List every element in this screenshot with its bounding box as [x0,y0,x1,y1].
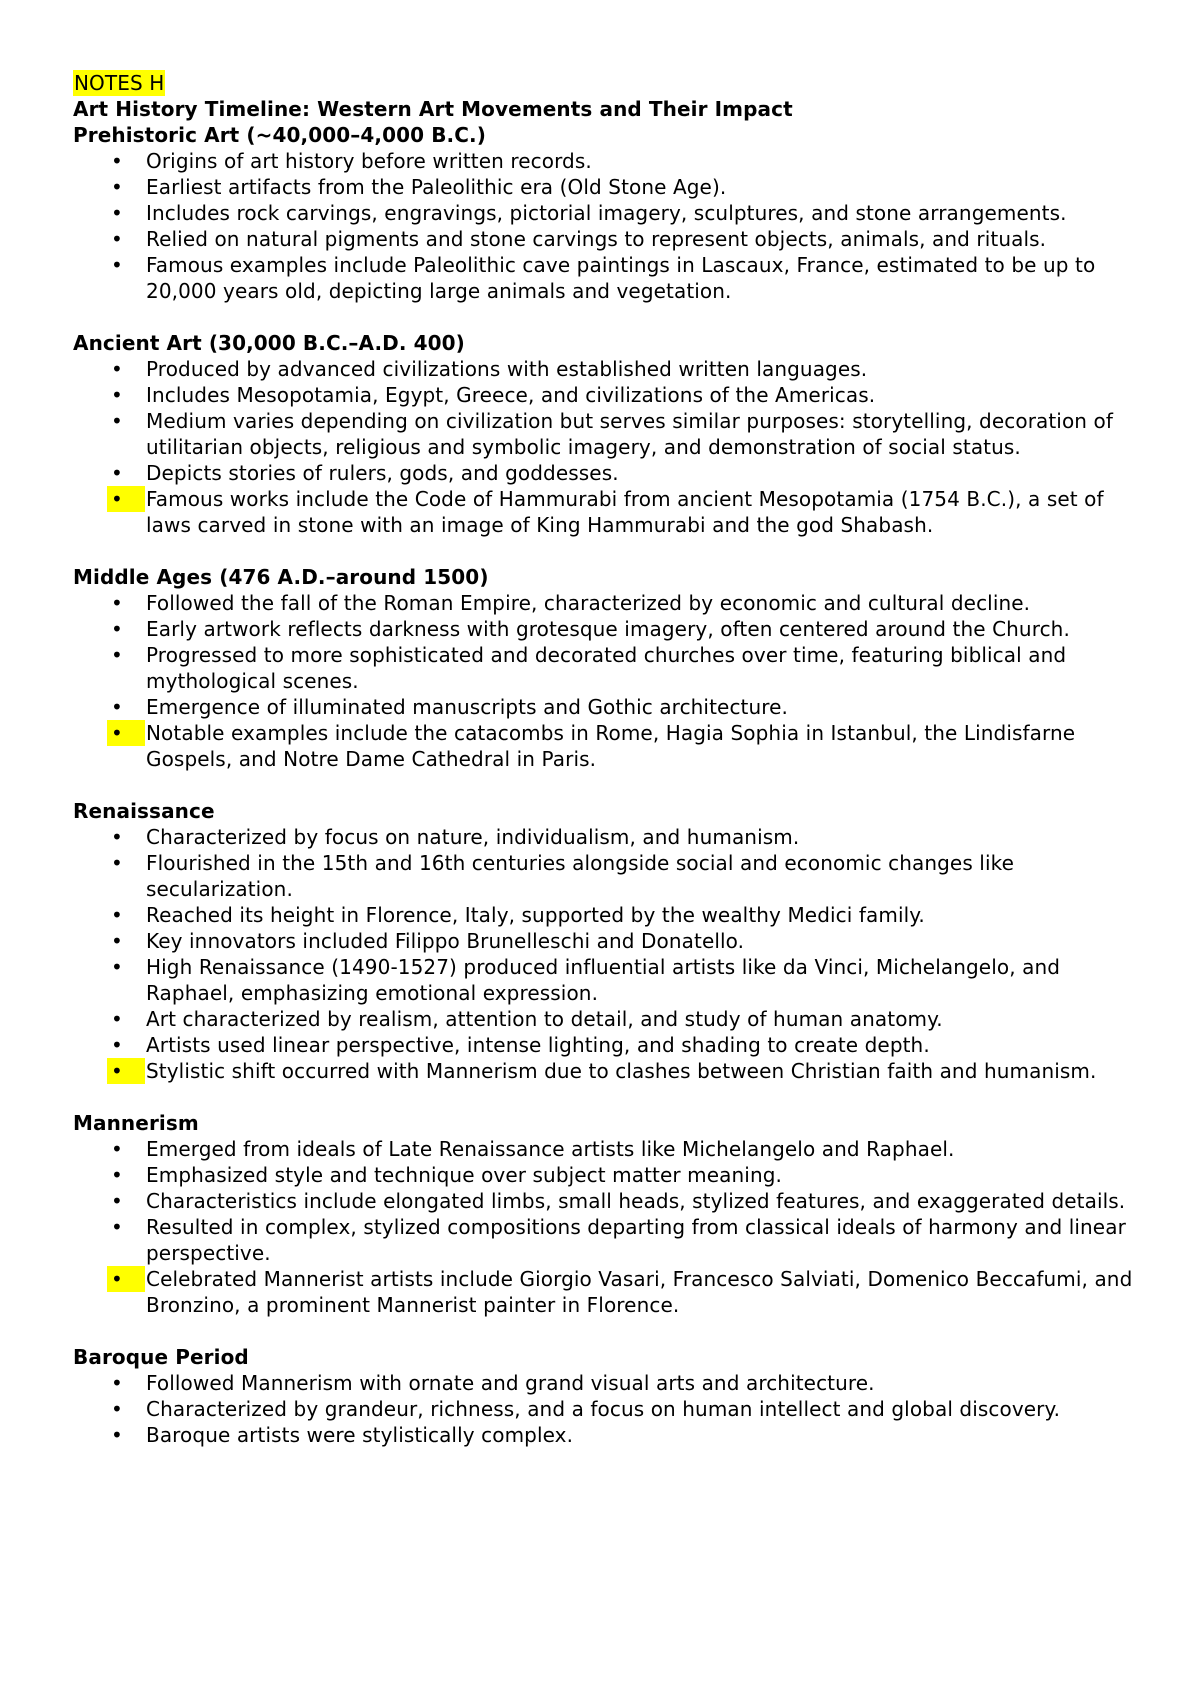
list-item-text: Emphasized style and technique over subject matter meaning. [146,1163,782,1187]
highlighted-bullet-icon [107,486,145,512]
list-item [73,1136,1140,1162]
section [73,798,1140,1084]
section-title: Baroque Period [73,1345,249,1369]
list-item [73,200,1140,226]
section [73,1110,1140,1318]
list-item-text: Baroque artists were stylistically complex. [146,1423,574,1447]
list-item [73,1188,1140,1214]
list-item-text: Flourished in the 15th and 16th centuries alongside social and economic changes like secularization. [146,851,1014,901]
bullet-icon [107,1162,145,1188]
list-item-text: High Renaissance (1490-1527) produced influential artists like da Vinci, Michelangelo, and Raphael, emphasizing emotional expression. [146,955,1061,1005]
bullet-icon [107,148,145,174]
bullet-icon [107,460,145,486]
bullet-icon [107,1188,145,1214]
list-item [73,1214,1140,1266]
list-item [73,1370,1140,1396]
list-item-text: Characterized by focus on nature, individualism, and humanism. [146,825,800,849]
list-item [73,148,1140,174]
list-item-text: Artists used linear perspective, intense lighting, and shading to create depth. [146,1033,930,1057]
section [73,122,1140,304]
bullet-list [73,356,1140,538]
section-title: Prehistoric Art (~40,000–4,000 B.C.) [73,123,486,147]
list-item-text: Resulted in complex, stylized compositions departing from classical ideals of harmony and linear perspective. [146,1215,1126,1265]
list-item [73,1266,1140,1318]
list-item [73,590,1140,616]
highlighted-bullet-icon [107,720,145,746]
list-item-text: Key innovators included Filippo Brunelleschi and Donatello. [146,929,745,953]
bullet-icon [107,1136,145,1162]
bullet-icon [107,642,145,668]
list-item-text: Depicts stories of rulers, gods, and goddesses. [146,461,619,485]
list-item [73,486,1140,538]
list-item [73,1006,1140,1032]
section-title: Mannerism [73,1111,199,1135]
bullet-icon [107,954,145,980]
section [73,564,1140,772]
list-item [73,902,1140,928]
bullet-icon [107,382,145,408]
section [73,1344,1140,1448]
bullet-list [73,1136,1140,1318]
list-item [73,226,1140,252]
list-item [73,720,1140,772]
bullet-list [73,590,1140,772]
list-item-text: Relied on natural pigments and stone carvings to represent objects, animals, and rituals. [146,227,1047,251]
bullet-icon [107,1006,145,1032]
list-item-text: Famous examples include Paleolithic cave paintings in Lascaux, France, estimated to be up to 20,000 years old, depicting large animals and vegetation. [146,253,1096,303]
bullet-list [73,824,1140,1084]
bullet-icon [107,1032,145,1058]
list-item [73,824,1140,850]
list-item-text: Art characterized by realism, attention to detail, and study of human anatomy. [146,1007,943,1031]
list-item-text: Progressed to more sophisticated and decorated churches over time, featuring biblical and mythological scenes. [146,643,1067,693]
list-item [73,382,1140,408]
list-item-text: Celebrated Mannerist artists include Giorgio Vasari, Francesco Salviati, Domenico Beccafumi, and Bronzino, a prominent Mannerist painter in Florence. [146,1267,1133,1317]
list-item-text: Includes rock carvings, engravings, pictorial imagery, sculptures, and stone arrangements. [146,201,1067,225]
bullet-icon [107,1396,145,1422]
bullet-icon [107,174,145,200]
list-item [73,460,1140,486]
list-item-text: Reached its height in Florence, Italy, supported by the wealthy Medici family. [146,903,925,927]
bullet-icon [107,200,145,226]
bullet-icon [107,928,145,954]
list-item [73,1032,1140,1058]
section-title: Renaissance [73,799,215,823]
list-item [73,954,1140,1006]
list-item [73,408,1140,460]
list-item [73,1162,1140,1188]
bullet-icon [107,226,145,252]
list-item [73,1058,1140,1084]
list-item-text: Earliest artifacts from the Paleolithic era (Old Stone Age). [146,175,727,199]
sections-container [73,122,1140,1448]
list-item-text: Famous works include the Code of Hammurabi from ancient Mesopotamia (1754 B.C.), a set of laws carved in stone with an image of King Hammurabi and the god Shabash. [146,487,1104,537]
bullet-icon [107,616,145,642]
list-item-text: Origins of art history before written records. [146,149,592,173]
list-item [73,694,1140,720]
notes-tag: NOTES H [74,71,165,95]
list-item [73,252,1140,304]
bullet-icon [107,1370,145,1396]
bullet-icon [107,356,145,382]
list-item [73,174,1140,200]
list-item-text: Followed Mannerism with ornate and grand visual arts and architecture. [146,1371,875,1395]
list-item [73,850,1140,902]
bullet-icon [107,694,145,720]
list-item [73,928,1140,954]
bullet-icon [107,1214,145,1240]
list-item-text: Followed the fall of the Roman Empire, characterized by economic and cultural decline. [146,591,1031,615]
list-item-text: Produced by advanced civilizations with established written languages. [146,357,868,381]
list-item [73,1396,1140,1422]
list-item-text: Notable examples include the catacombs in Rome, Hagia Sophia in Istanbul, the Lindisfarne Gospels, and Notre Dame Cathedral in Paris. [146,721,1076,771]
list-item [73,1422,1140,1448]
bullet-icon [107,824,145,850]
bullet-icon [107,850,145,876]
list-item-text: Stylistic shift occurred with Mannerism due to clashes between Christian faith and humanism. [146,1059,1097,1083]
list-item-text: Emergence of illuminated manuscripts and Gothic architecture. [146,695,788,719]
bullet-icon [107,408,145,434]
bullet-list [73,1370,1140,1448]
list-item-text: Characteristics include elongated limbs, small heads, stylized features, and exaggerated details. [146,1189,1126,1213]
highlighted-bullet-icon [107,1266,145,1292]
list-item [73,616,1140,642]
bullet-icon [107,1422,145,1448]
document-title: Art History Timeline: Western Art Movements and Their Impact [73,97,793,121]
list-item-text: Characterized by grandeur, richness, and a focus on human intellect and global discovery. [146,1397,1061,1421]
bullet-icon [107,902,145,928]
list-item-text: Emerged from ideals of Late Renaissance artists like Michelangelo and Raphael. [146,1137,955,1161]
list-item [73,356,1140,382]
highlighted-bullet-icon [107,1058,145,1084]
list-item-text: Includes Mesopotamia, Egypt, Greece, and civilizations of the Americas. [146,383,876,407]
section-title: Middle Ages (476 A.D.–around 1500) [73,565,489,589]
bullet-icon [107,590,145,616]
notes-header [73,70,1140,96]
bullet-list [73,148,1140,304]
list-item-text: Early artwork reflects darkness with grotesque imagery, often centered around the Church. [146,617,1070,641]
section-title: Ancient Art (30,000 B.C.–A.D. 400) [73,331,465,355]
section [73,330,1140,538]
bullet-icon [107,252,145,278]
list-item-text: Medium varies depending on civilization but serves similar purposes: storytelling, decoration of utilitarian objects, religious and symbolic imagery, and demonstration of social status. [146,409,1114,459]
list-item [73,642,1140,694]
